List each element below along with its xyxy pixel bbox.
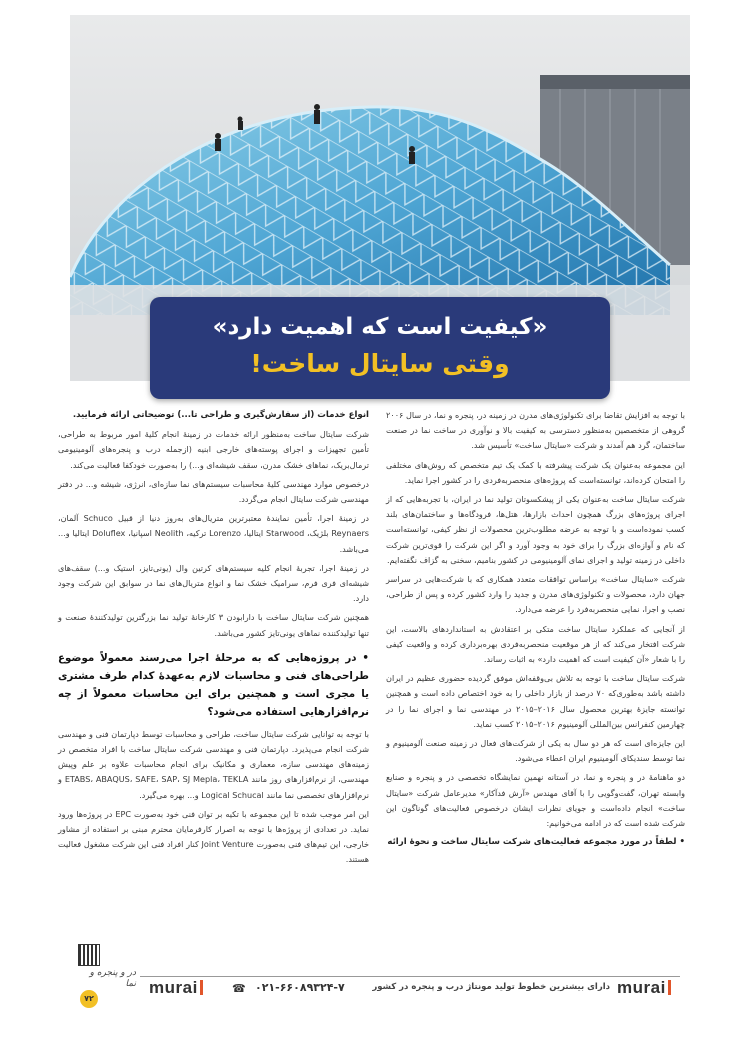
paragraph: با توجه به توانایی شرکت سایتال ساخت، طراحی و محاسبات توسط دپارتمان فنی و مهندسی شرکت انجام می‌پذیرد. دپارتمان فنی و مهندسی شرکت سایتال ساخت با افراد متخصص در زمینه‌های مهندسی سازه، معماری و مکانیک برای انجام محاسبات علاوه بر علم وپیش مهندسی، از نرم‌افزارهای روز مانند ETABS، ABAQUS، SAFE، SAP، SJ Mepla، TEKLA و نرم‌افزارهای تخصصی نما مانند Logical Schucal و... بهره می‌گیرد. bbox=[58, 728, 369, 800]
footer-divider bbox=[140, 976, 680, 977]
question-continuation: انواع خدمات (از سفارش‌گیری و طراحی تا...) توضیحاتی ارائه فرمایید. bbox=[72, 410, 369, 420]
article-column-left bbox=[58, 408, 369, 872]
paragraph: از آنجایی که عملکرد سایتال ساخت متکی بر اعتقادش به استانداردهای بالاست، این شرکت افتخار می‌کند که از هر موقعیت منحصربه‌فردی بهره‌برداری کرده و واقعیت کیفی را با شعار «آن کیفیت است که اهمیت دارد» به اثبات رساند. bbox=[386, 623, 685, 665]
paragraph: در زمینهٔ اجرا، تجربهٔ انجام کلیه سیستم‌های کرتین وال (یونی‌تایز، استیک و...) سقف‌های شیشه‌ای فری فرم، سرامیک خشک نما و انواع متریال‌های نما در سوابق این شرکت وجود دارد. bbox=[58, 562, 369, 604]
magazine-name: در و پنجره و نما bbox=[89, 968, 136, 989]
phone-number: ۰۲۱-۶۶۰۸۹۳۲۴-۷ bbox=[255, 981, 345, 994]
article-column-right bbox=[386, 408, 685, 854]
paragraph: در زمینهٔ اجرا، تأمین نمایندهٔ معتبرترین متریال‌های به‌روز دنیا از قبیل Schuco آلمان، Reynaers بلژیک، Starwood ایتالیا، Lorenzo ترکیه، Neolith اسپانیا، Doluflex ایتالیا و... می‌باشد. bbox=[58, 513, 370, 554]
paragraph: شرکت سایتال ساخت به‌عنوان یکی از پیشکسوتان تولید نما در ایران، با تجربه‌هایی که از اجرای پروژه‌های بزرگ همچون احداث بازارها، هتل‌ها، فرودگاه‌ها و ساختمان‌های بلند کسب نموده‌است و با توجه به عرضه مطلوب‌ترین محصولات از نظر کیفی، توانسته‌است که نام و آوازه‌ای بزرگ را برای خود به وجود آورد و اگر این شرکت را قوی‌ترین شرکت داخلی در زمینه تولید و اجرای نمای آلومینیومی در کشور بنامیم، سخنی به گزاف نگفته‌ایم. bbox=[386, 494, 685, 565]
paragraph: این جایزه‌ای است که هر دو سال به یکی از شرکت‌های فعال در زمینه صنعت آلومینیوم و نما توسط سندیکای آلومینیوم ایران اعطاء می‌شود. bbox=[386, 738, 685, 764]
title-line-2: وقتی سایتال ساخت! bbox=[250, 349, 510, 378]
title-banner bbox=[150, 297, 610, 399]
interview-question: • لطفاً در مورد مجموعه فعالیت‌های شرکت سایتال ساخت و نحوهٔ ارائه bbox=[387, 837, 685, 848]
page-number: ۷۲ bbox=[80, 990, 98, 1008]
paragraph: شرکت سایتال ساخت به‌منظور ارائه خدمات در زمینهٔ انجام کلیهٔ امور مربوط به طراحی، تأمین تجهیزات و اجرای پوسته‌های خارجی ابنیه (ازجمله درب و پنجره‌های آلومینیومی ترمال‌بریک، نماهای خشک مدرن، سقف شیشه‌ای و...) را به‌صورت خودکفا فعالیت می‌کند. bbox=[58, 429, 369, 470]
paragraph: دو ماهنامهٔ در و پنجره و نما، در آستانه نهمین نمایشگاه تخصصی در و پنجره و صنایع وابسته تهران، گفت‌وگویی را با آقای مهندس «آرش فدآکار» مدیرعامل شرکت «سایتال ساخت» انجام داده‌است و جویای نظرات ایشان درخصوص فعالیت‌های گوناگون این شرکت شده است که در ادامه می‌خوانیم: bbox=[386, 772, 685, 829]
company-tagline: دارای بیشترین خطوط تولید مونتاژ درب و پنجره در کشور bbox=[372, 982, 610, 992]
company-logo-secondary: murai bbox=[149, 978, 203, 998]
paragraph: همچنین شرکت سایتال ساخت با دارابودن ۳ کارخانهٔ تولید نما بزرگترین تولیدکنندهٔ صنعت و تنها تولیدکننده نماهای یونی‌تایز کشور می‌باشد. bbox=[58, 612, 370, 638]
paragraph: با توجه به افزایش تقاضا برای تکنولوژی‌های مدرن در زمینه در، پنجره و نما، در سال ۲۰۰۶ گروهی از متخصصین به‌منظور دسترسی به کیفیت بالا و نوآوری در ساخت نما در صنعت ساختمان، گرد هم آمدند و شرکت «سایتال ساخت» تأسیس شد. bbox=[386, 410, 685, 451]
title-line-1: «کیفیت است که اهمیت دارد» bbox=[212, 314, 548, 340]
company-logo: murai bbox=[617, 978, 671, 998]
paragraph: شرکت «سایتال ساخت» براساس توافقات متعدد همکاری که با شرکت‌هایی در سراسر جهان دارد، محصولات و تکنولوژی‌های مدرن و جدید را وارد کشور کرده و پس از طراحی، نصب و اجرا، نمایی منحصربه‌فرد را عرضه می‌دارد. bbox=[386, 574, 685, 615]
paragraph: این امر موجب شده تا این مجموعه با تکیه بر توان فنی خود به‌صورت EPC در پروژه‌ها ورود نماید. در تعدادی از پروژه‌ها با توجه به اصرار کارفرمایان محترم مبنی بر استفاده از مشاور خارجی، این تیم‌های فنی به‌صورت Joint Venture کنار افراد فنی این شرکت مشغول فعالیت هستند. bbox=[58, 808, 370, 865]
paragraph: شرکت سایتال ساخت با توجه به تلاش بی‌وقفه‌اش موفق گردیده حضوری عظیم در ایران داشته باشد به‌طوری‌که ۷۰ درصد از بازار داخلی را به خود اختصاص داده است و همچنین توانسته جایزهٔ بهترین محصول سال ۲۰۱۶–۲۰۱۵ در مهندسی نما و اجرای نما را در چهارمین کنفرانس بین‌المللی آلومینیوم ۲۰۱۶–۲۰۱۵ کسب نماید. bbox=[386, 673, 685, 729]
qr-code-icon bbox=[78, 944, 100, 966]
interview-question: • در پروژه‌هایی که به مرحلهٔ اجرا می‌رسند معمولاً موضوع طراحی‌های فنی و محاسبات لازم به‌عهدهٔ کدام طرف مشتری یا مجری است و همچنین برای این محاسبات معمولاً از چه نرم‌افزارهایی استفاده می‌شود؟ bbox=[58, 651, 369, 718]
paragraph: درخصوص موارد مهندسی کلیهٔ محاسبات سیستم‌های نما سازه‌ای، انرژی، شیشه و... در دفتر مهندسی شرکت سایتال انجام می‌گردد. bbox=[58, 478, 369, 505]
phone-icon: ☎ bbox=[232, 982, 246, 995]
paragraph: این مجموعه به‌عنوان یک شرکت پیشرفته با کمک یک تیم متخصص که روش‌های مختلفی را امتحان کرده‌اند، توانسته‌است که پروژه‌های منحصربه‌فردی را در کشور اجرا نماید. bbox=[386, 459, 685, 485]
page-footer bbox=[0, 968, 744, 1008]
